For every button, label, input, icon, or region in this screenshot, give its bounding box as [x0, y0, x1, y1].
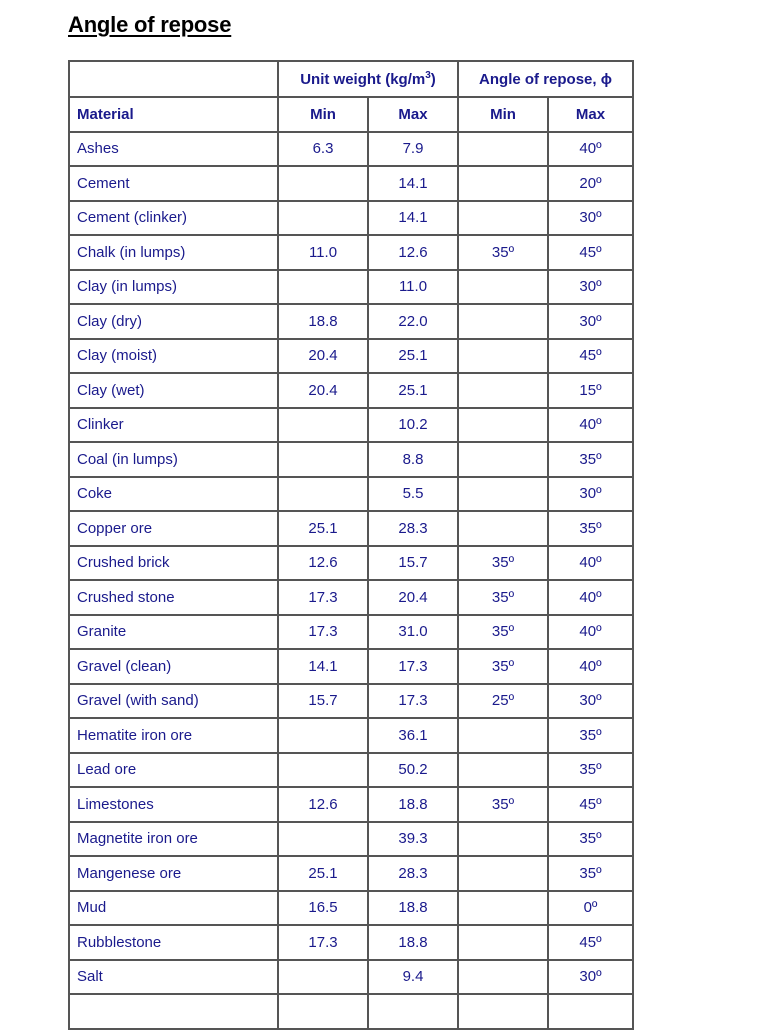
cell-unit-weight-min: 14.1 [278, 649, 368, 684]
cell-angle-min [458, 166, 548, 201]
table-row [69, 684, 633, 719]
cell-material: Coke [69, 477, 278, 512]
cell-material: Lead ore [69, 753, 278, 788]
table-row [69, 615, 633, 650]
cell-material: Limestones [69, 787, 278, 822]
table-row [69, 718, 633, 753]
cell-material: Rubblestone [69, 925, 278, 960]
cell-unit-weight-min [278, 201, 368, 236]
cell-angle-min [458, 442, 548, 477]
cell-unit-weight-min: 12.6 [278, 787, 368, 822]
cell-angle-max: 45º [548, 339, 633, 374]
table-row [69, 373, 633, 408]
cell-angle-max: 45º [548, 787, 633, 822]
cell-angle-max: 15º [548, 373, 633, 408]
cell-material: Clinker [69, 408, 278, 443]
cell-unit-weight-min [278, 166, 368, 201]
cell-unit-weight-min [278, 994, 368, 1029]
cell-angle-min [458, 718, 548, 753]
cell-angle-min: 35º [458, 649, 548, 684]
cell-material: Crushed stone [69, 580, 278, 615]
cell-unit-weight-min: 6.3 [278, 132, 368, 167]
cell-angle-min: 35º [458, 580, 548, 615]
table-row [69, 580, 633, 615]
header-angle-of-repose: Angle of repose, ϕ [458, 61, 633, 97]
table-row [69, 201, 633, 236]
cell-unit-weight-min: 25.1 [278, 856, 368, 891]
header-uw-max: Max [368, 97, 458, 132]
cell-unit-weight-max: 12.6 [368, 235, 458, 270]
cell-unit-weight-max: 8.8 [368, 442, 458, 477]
cell-unit-weight-min: 25.1 [278, 511, 368, 546]
cell-unit-weight-min: 12.6 [278, 546, 368, 581]
cell-unit-weight-max: 28.3 [368, 511, 458, 546]
header-unit-weight-suffix: ) [430, 70, 436, 88]
cell-material: Chalk (in lumps) [69, 235, 278, 270]
cell-angle-min [458, 960, 548, 995]
cell-unit-weight-min [278, 753, 368, 788]
cell-unit-weight-max: 18.8 [368, 891, 458, 926]
cell-material: Salt [69, 960, 278, 995]
header-material: Material [69, 97, 278, 132]
table-body [69, 132, 633, 1029]
cell-angle-max: 30º [548, 684, 633, 719]
cell-unit-weight-min [278, 408, 368, 443]
cell-angle-min [458, 270, 548, 305]
cell-angle-max [548, 994, 633, 1029]
cell-angle-max: 30º [548, 270, 633, 305]
cell-unit-weight-min [278, 960, 368, 995]
cell-unit-weight-max: 7.9 [368, 132, 458, 167]
cell-material: Clay (in lumps) [69, 270, 278, 305]
cell-angle-max: 45º [548, 925, 633, 960]
cell-angle-max: 35º [548, 718, 633, 753]
cell-unit-weight-min: 20.4 [278, 339, 368, 374]
cell-angle-min [458, 339, 548, 374]
cell-material: Copper ore [69, 511, 278, 546]
header-empty-cell [69, 61, 278, 97]
cell-material: Gravel (clean) [69, 649, 278, 684]
cell-material: Granite [69, 615, 278, 650]
cell-unit-weight-max: 11.0 [368, 270, 458, 305]
cell-angle-max: 35º [548, 856, 633, 891]
cell-unit-weight-min: 17.3 [278, 925, 368, 960]
cell-angle-max: 30º [548, 477, 633, 512]
cell-angle-max: 35º [548, 822, 633, 857]
cell-angle-max: 30º [548, 960, 633, 995]
cell-unit-weight-max: 28.3 [368, 856, 458, 891]
cell-material: Coal (in lumps) [69, 442, 278, 477]
cell-unit-weight-max: 14.1 [368, 166, 458, 201]
cell-unit-weight-max: 5.5 [368, 477, 458, 512]
cell-unit-weight-max: 10.2 [368, 408, 458, 443]
cell-angle-min [458, 132, 548, 167]
cell-material: Magnetite iron ore [69, 822, 278, 857]
cell-material: Mangenese ore [69, 856, 278, 891]
cell-angle-min: 35º [458, 546, 548, 581]
table-row [69, 960, 633, 995]
cell-unit-weight-max: 22.0 [368, 304, 458, 339]
cell-angle-max: 40º [548, 408, 633, 443]
cell-unit-weight-min: 17.3 [278, 615, 368, 650]
table-row [69, 891, 633, 926]
cell-angle-max: 40º [548, 546, 633, 581]
table-row [69, 477, 633, 512]
header-unit-weight-prefix: Unit weight (kg/m [300, 70, 426, 88]
table-row [69, 339, 633, 374]
cell-material: Cement [69, 166, 278, 201]
cell-material: Clay (wet) [69, 373, 278, 408]
cell-angle-min: 35º [458, 615, 548, 650]
cell-unit-weight-max: 50.2 [368, 753, 458, 788]
cell-material: Mud [69, 891, 278, 926]
table-row [69, 270, 633, 305]
table-row [69, 787, 633, 822]
cell-unit-weight-max: 15.7 [368, 546, 458, 581]
cell-unit-weight-max: 9.4 [368, 960, 458, 995]
header-unit-weight [278, 61, 458, 97]
table-row [69, 235, 633, 270]
cell-angle-min [458, 822, 548, 857]
table-header-row [69, 97, 633, 132]
table-row [69, 546, 633, 581]
cell-unit-weight-max: 39.3 [368, 822, 458, 857]
cell-angle-min [458, 994, 548, 1029]
header-ang-max: Max [548, 97, 633, 132]
table-row [69, 994, 633, 1029]
cell-unit-weight-min [278, 442, 368, 477]
cell-angle-min [458, 856, 548, 891]
table-header-group-row [69, 61, 633, 97]
cell-unit-weight-max: 25.1 [368, 339, 458, 374]
cell-angle-min [458, 511, 548, 546]
cell-angle-min [458, 925, 548, 960]
table-row [69, 442, 633, 477]
cell-angle-min [458, 408, 548, 443]
cell-unit-weight-min [278, 270, 368, 305]
header-uw-min: Min [278, 97, 368, 132]
header-unit-weight-sup: 3 [425, 69, 431, 81]
cell-unit-weight-max [368, 994, 458, 1029]
cell-unit-weight-min: 17.3 [278, 580, 368, 615]
cell-material: Clay (dry) [69, 304, 278, 339]
cell-unit-weight-max: 20.4 [368, 580, 458, 615]
cell-unit-weight-max: 17.3 [368, 649, 458, 684]
cell-material: Ashes [69, 132, 278, 167]
cell-angle-min: 35º [458, 787, 548, 822]
table-row [69, 132, 633, 167]
table-row [69, 408, 633, 443]
cell-angle-max: 30º [548, 304, 633, 339]
cell-angle-min [458, 373, 548, 408]
cell-unit-weight-max: 18.8 [368, 925, 458, 960]
cell-angle-min [458, 304, 548, 339]
cell-unit-weight-min [278, 477, 368, 512]
cell-angle-min [458, 891, 548, 926]
cell-angle-min [458, 477, 548, 512]
table-row [69, 753, 633, 788]
table-row [69, 511, 633, 546]
table-row [69, 822, 633, 857]
cell-angle-min: 25º [458, 684, 548, 719]
cell-angle-min [458, 753, 548, 788]
cell-unit-weight-min: 11.0 [278, 235, 368, 270]
cell-material: Hematite iron ore [69, 718, 278, 753]
table-row [69, 649, 633, 684]
cell-angle-min [458, 201, 548, 236]
cell-angle-max: 35º [548, 753, 633, 788]
cell-angle-min: 35º [458, 235, 548, 270]
cell-angle-max: 30º [548, 201, 633, 236]
cell-unit-weight-min [278, 822, 368, 857]
cell-unit-weight-min: 20.4 [278, 373, 368, 408]
cell-angle-max: 35º [548, 511, 633, 546]
cell-material: Crushed brick [69, 546, 278, 581]
angle-of-repose-table [68, 60, 634, 1030]
cell-unit-weight-min: 16.5 [278, 891, 368, 926]
cell-angle-max: 45º [548, 235, 633, 270]
cell-angle-max: 40º [548, 615, 633, 650]
table-row [69, 304, 633, 339]
table-row [69, 856, 633, 891]
cell-unit-weight-max: 36.1 [368, 718, 458, 753]
cell-material: Gravel (with sand) [69, 684, 278, 719]
page-title: Angle of repose [68, 12, 232, 37]
cell-unit-weight-max: 18.8 [368, 787, 458, 822]
cell-angle-max: 40º [548, 649, 633, 684]
cell-material [69, 994, 278, 1029]
cell-unit-weight-max: 17.3 [368, 684, 458, 719]
cell-angle-max: 20º [548, 166, 633, 201]
cell-unit-weight-min: 18.8 [278, 304, 368, 339]
table-row [69, 925, 633, 960]
cell-angle-max: 35º [548, 442, 633, 477]
cell-angle-max: 0º [548, 891, 633, 926]
header-ang-min: Min [458, 97, 548, 132]
cell-angle-max: 40º [548, 132, 633, 167]
cell-unit-weight-max: 25.1 [368, 373, 458, 408]
cell-material: Cement (clinker) [69, 201, 278, 236]
cell-unit-weight-min: 15.7 [278, 684, 368, 719]
table-row [69, 166, 633, 201]
cell-angle-max: 40º [548, 580, 633, 615]
cell-unit-weight-max: 31.0 [368, 615, 458, 650]
cell-unit-weight-max: 14.1 [368, 201, 458, 236]
cell-unit-weight-min [278, 718, 368, 753]
cell-material: Clay (moist) [69, 339, 278, 374]
